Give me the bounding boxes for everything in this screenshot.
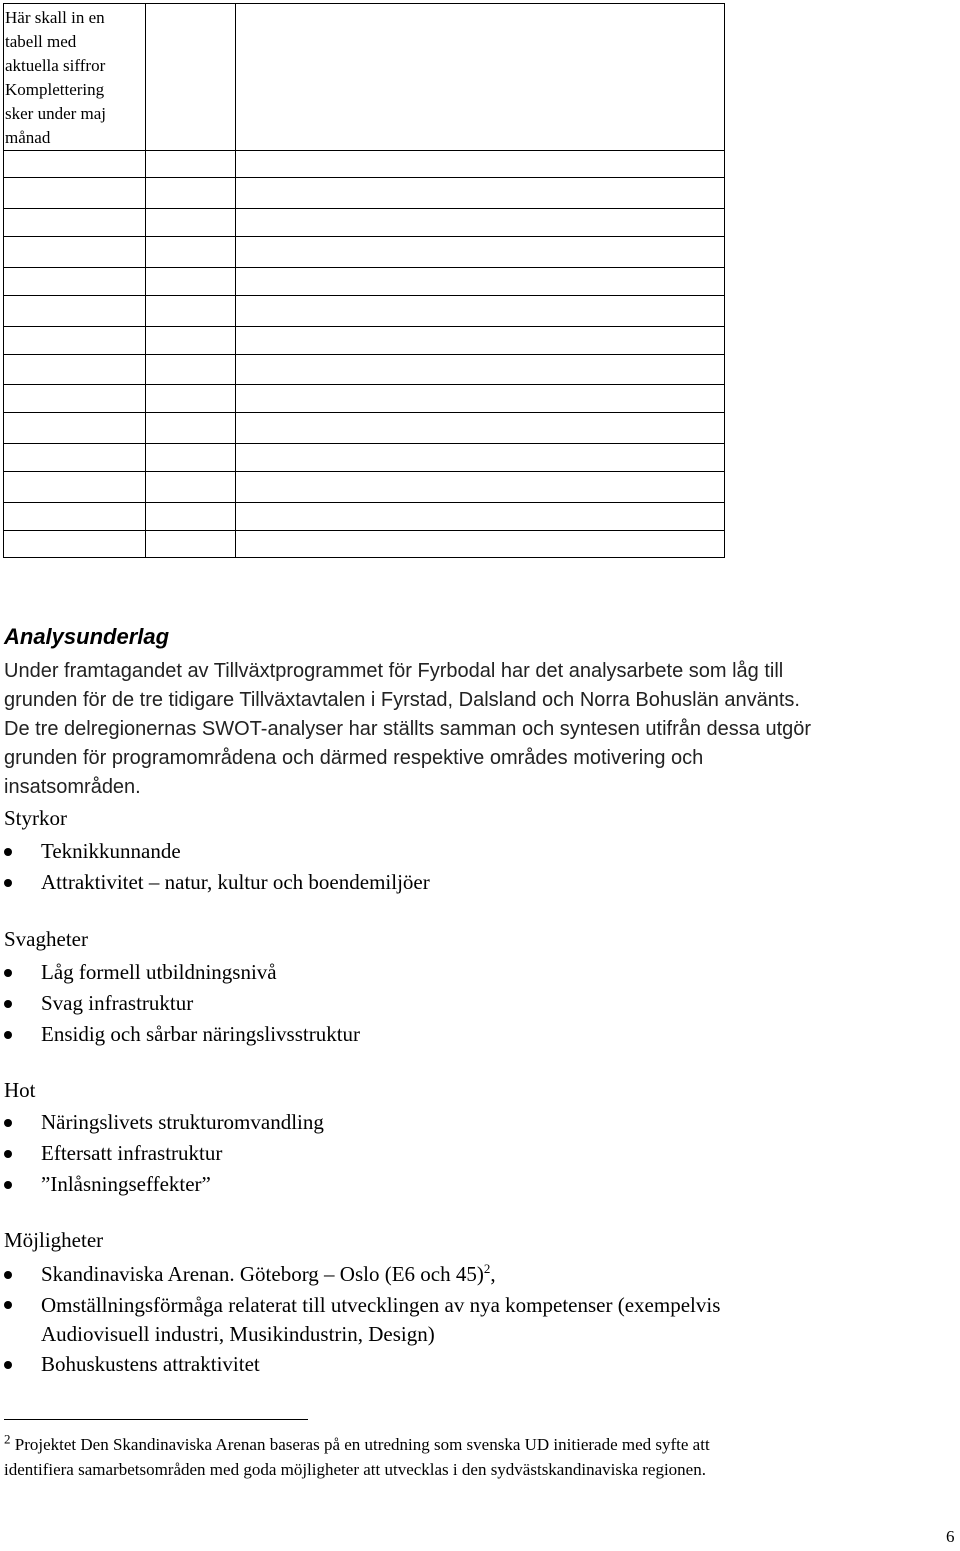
footnote-ref: 2 (483, 1261, 491, 1276)
table-cell (4, 4, 146, 151)
table-row (4, 178, 725, 209)
footnote-divider (4, 1419, 308, 1420)
table-cell (4, 472, 146, 503)
table-cell (236, 413, 725, 444)
list-item: Omställningsförmåga relaterat till utvecklingen av nya kompetenser (exempelvis Audiovisuell industri, Musikindustrin, Design) (0, 1290, 921, 1349)
table-note-line: tabell med (5, 32, 77, 51)
table-row (4, 503, 725, 531)
table-cell (236, 327, 725, 355)
table-cell (146, 151, 236, 178)
table-note-line: aktuella siffror (5, 56, 106, 75)
table-cell (146, 355, 236, 385)
table-cell (146, 385, 236, 413)
table-cell (146, 327, 236, 355)
paragraph-line: grunden för programområdena och därmed respektive områdes motivering och (4, 747, 704, 769)
table-cell (4, 178, 146, 209)
section-heading-analysunderlag: Analysunderlag (4, 624, 170, 649)
bullet-icon (4, 1150, 12, 1158)
list-item: Låg formell utbildningsnivå (0, 957, 360, 988)
list-item: Attraktivitet – natur, kultur och boendemiljöer (0, 867, 430, 898)
bullet-icon (4, 969, 12, 977)
table-row (4, 444, 725, 472)
table-cell (236, 444, 725, 472)
table-row (4, 385, 725, 413)
table-row (4, 151, 725, 178)
swot-title-mojligheter: Möjligheter (4, 1228, 104, 1252)
bullet-icon (4, 1271, 12, 1279)
table-cell (146, 503, 236, 531)
list-item: Svag infrastruktur (0, 988, 360, 1019)
table-cell (4, 413, 146, 444)
placeholder-table (3, 3, 725, 558)
list-item: Teknikkunnande (0, 836, 430, 867)
table-cell (146, 268, 236, 296)
list-item: Ensidig och sårbar näringslivsstruktur (0, 1019, 360, 1050)
table-cell (146, 444, 236, 472)
bullet-icon (4, 1119, 12, 1127)
svagheter-list (0, 957, 360, 1050)
table-row (4, 296, 725, 327)
table-cell (236, 531, 725, 558)
table-note-line: Här skall in en (5, 8, 105, 27)
page-number: 6 (946, 1527, 955, 1546)
bullet-icon (4, 1181, 12, 1189)
table-row (4, 237, 725, 268)
table-cell (4, 503, 146, 531)
table-cell (4, 268, 146, 296)
table-note-line: sker under maj (5, 104, 107, 123)
table-note-line: månad (5, 128, 51, 147)
list-item: ”Inlåsningseffekter” (0, 1169, 324, 1200)
list-item: Bohuskustens attraktivitet (0, 1349, 921, 1380)
table-cell (236, 268, 725, 296)
bullet-icon (4, 848, 12, 856)
bullet-icon (4, 1031, 12, 1039)
table-row (4, 4, 725, 151)
bullet-icon (4, 1301, 12, 1309)
table-cell (4, 209, 146, 237)
table-row (4, 268, 725, 296)
table-cell (146, 4, 236, 151)
table-row (4, 531, 725, 558)
mojligheter-list (0, 1259, 921, 1380)
table-cell (236, 209, 725, 237)
list-item: Skandinaviska Arenan. Göteborg – Oslo (E6 och 45)$^2$, (0, 1259, 921, 1290)
table-cell (236, 385, 725, 413)
table-cell (236, 296, 725, 327)
bullet-icon (4, 1361, 12, 1369)
table-row (4, 355, 725, 385)
swot-title-hot: Hot (4, 1078, 36, 1102)
list-item: Näringslivets strukturomvandling (0, 1107, 324, 1138)
table-cell (146, 531, 236, 558)
table-cell (146, 413, 236, 444)
table-row (4, 472, 725, 503)
list-item: Eftersatt infrastruktur (0, 1138, 324, 1169)
table-note-line: Komplettering (5, 80, 105, 99)
table-cell (4, 444, 146, 472)
table-row (4, 327, 725, 355)
table-cell (236, 503, 725, 531)
styrkor-list (0, 836, 430, 898)
swot-title-svagheter: Svagheter (4, 927, 88, 951)
table-row (4, 209, 725, 237)
paragraph-line: insatsområden. (4, 776, 141, 798)
analysis-paragraph (4, 657, 944, 802)
table-cell (4, 237, 146, 268)
table-cell (146, 178, 236, 209)
table-cell (236, 151, 725, 178)
table-cell (4, 385, 146, 413)
table-cell (146, 472, 236, 503)
footnote-marker: 2 (4, 1431, 11, 1447)
table-cell (236, 178, 725, 209)
swot-title-styrkor: Styrkor (4, 806, 67, 830)
footnote: $^2$ Projektet Den Skandinaviska Arenan baseras på en utredning som svenska UD initierade med syfte att identifiera samarbetsområden med goda möjligheter att utvecklas i den sydvästskandinaviska regionen. (4, 1431, 710, 1479)
table-cell (4, 151, 146, 178)
hot-list (0, 1107, 324, 1200)
table-cell (4, 296, 146, 327)
paragraph-line: Under framtagandet av Tillväxtprogrammet för Fyrbodal har det analysarbete som låg till (4, 660, 784, 682)
table-cell (4, 531, 146, 558)
table-cell (236, 237, 725, 268)
bullet-icon (4, 879, 12, 887)
table-cell (236, 472, 725, 503)
table-row (4, 413, 725, 444)
table-cell (236, 355, 725, 385)
table-cell (4, 327, 146, 355)
table-cell (236, 4, 725, 151)
bullet-icon (4, 1000, 12, 1008)
paragraph-line: grunden för de tre tidigare Tillväxtavtalen i Fyrstad, Dalsland och Norra Bohuslän använts. (4, 689, 800, 711)
table-cell (146, 237, 236, 268)
table-cell (146, 209, 236, 237)
table-cell (4, 355, 146, 385)
paragraph-line: De tre delregionernas SWOT-analyser har ställts samman och syntesen utifrån dessa utgör (4, 718, 812, 740)
table-cell (146, 296, 236, 327)
